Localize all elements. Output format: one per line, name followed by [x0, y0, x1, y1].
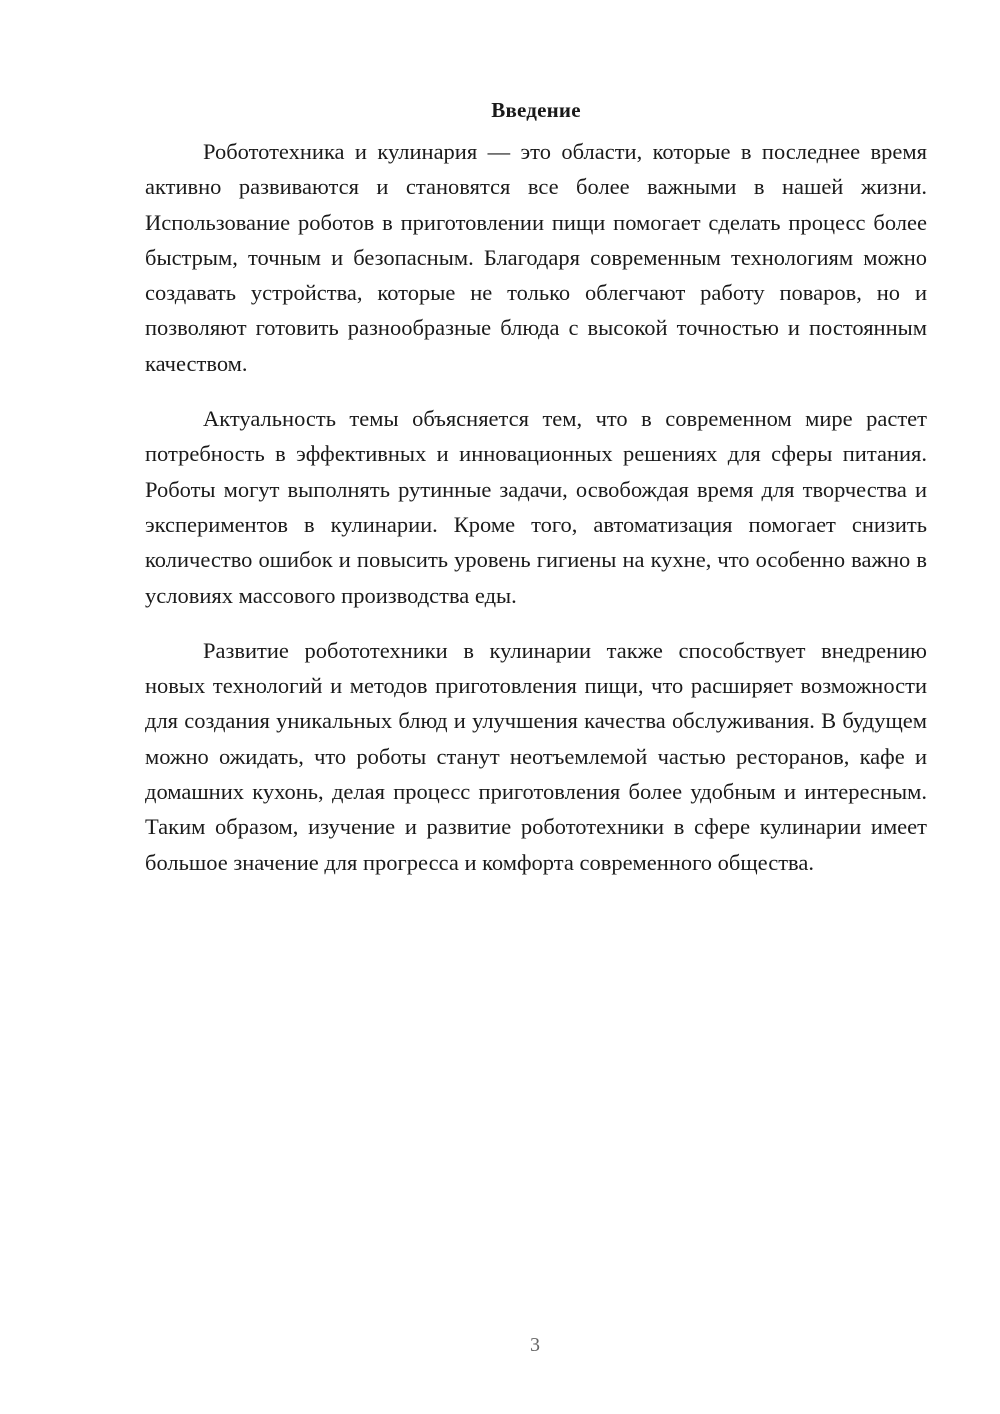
- paragraph-relevance: Актуальность темы объясняется тем, что в современном мире растет потребность в эффективных и инновационных решениях для сферы питания. Роботы могут выполнять рутинные задачи, освобождая время для творчества и экспериментов в кулинарии. Кроме того, автоматизация помогает снизить количество ошибок и повысить уровень гигиены на кухне, что особенно важно в условиях массового производства еды.: [145, 406, 927, 608]
- paragraph-intro: Робототехника и кулинария — это области, которые в последнее время активно развиваются и становятся все более важными в нашей жизни. Использование роботов в приготовлении пищи помогает сделать процесс более быстрым, точным и безопасным. Благодаря современным технологиям можно создавать устройства, которые не только облегчают работу поваров, но и позволяют готовить разнообразные блюда с высокой точностью и постоянным качеством.: [145, 139, 927, 376]
- page-content: [145, 92, 927, 900]
- section-title: Введение: [491, 98, 581, 122]
- paragraph-development: Развитие робототехники в кулинарии также способствует внедрению новых технологий и методов приготовления пищи, что расширяет возможности для создания уникальных блюд и улучшения качества обслуживания. В будущем можно ожидать, что роботы станут неотъемлемой частью ресторанов, кафе и домашних кухонь, делая процесс приготовления более удобным и интересным. Таким образом, изучение и развитие робототехники в сфере кулинарии имеет большое значение для прогресса и комфорта современного общества.: [145, 637, 927, 875]
- page-number: 3: [530, 1334, 540, 1356]
